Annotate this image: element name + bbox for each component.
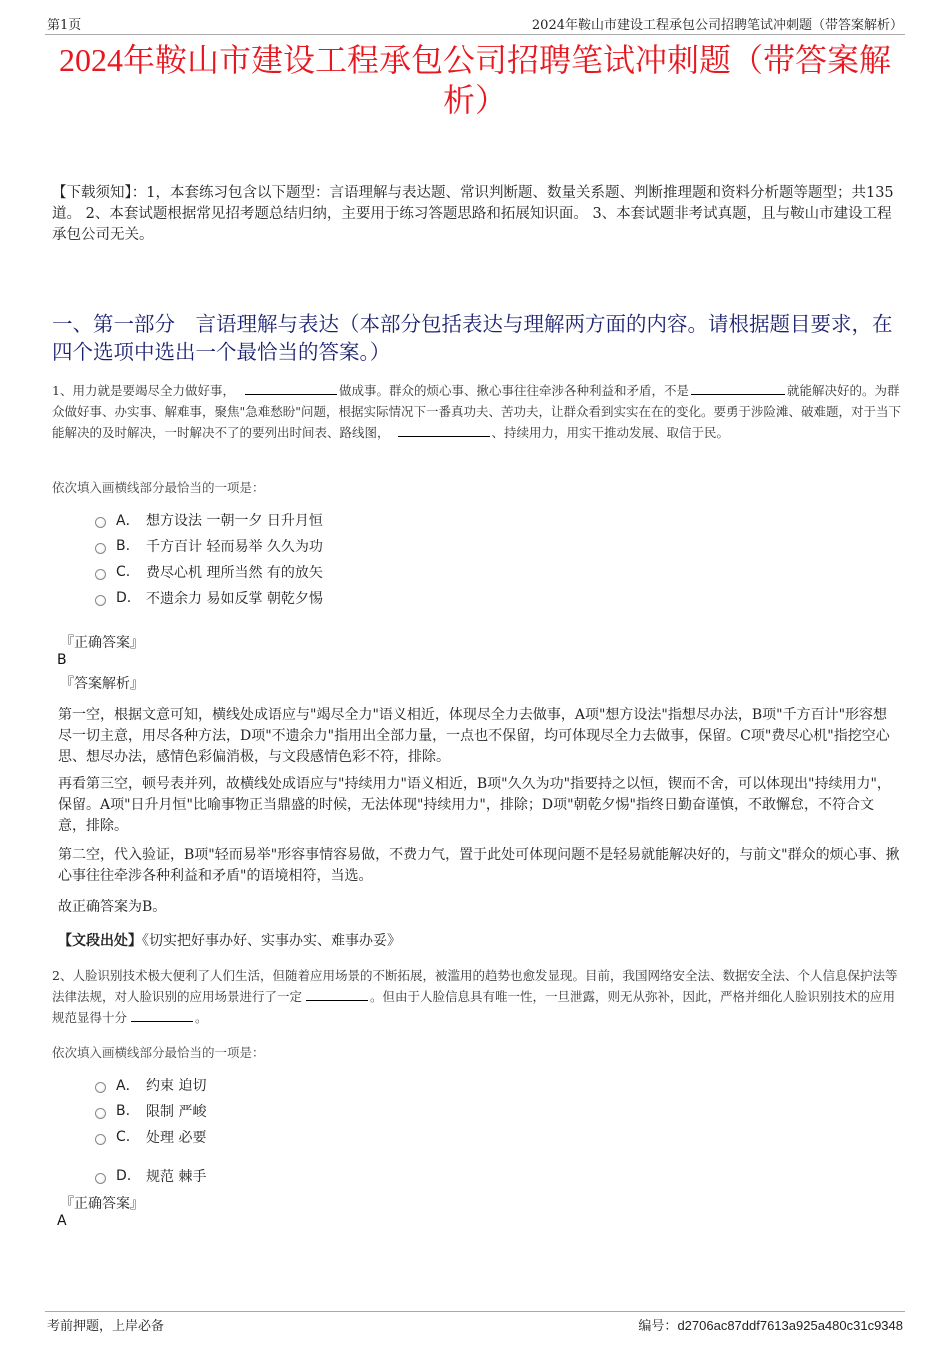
analysis-paragraph-3: 第二空，代入验证，B项"轻而易举"形容事情容易做，不费力气，置于此处可体现问题不是轻易就能解决好的，与前文"群众的烦心事、揪心事往往牵涉各种利益和矛盾"的语境相符，当选。: [58, 847, 900, 884]
radio-button[interactable]: [95, 569, 106, 580]
option-text: 想方设法 一朝一夕 日升月恒: [146, 513, 323, 529]
passage-source-label: 【文段出处】: [58, 933, 142, 949]
option-letter: B.: [116, 538, 131, 554]
analysis-conclusion: 故正确答案为B。: [58, 899, 167, 915]
question-1-text-part: 做成事。群众的烦心事、揪心事往往牵涉各种利益和矛盾，不是: [338, 383, 689, 398]
answer-blank: [131, 1008, 193, 1022]
document-title: [45, 40, 905, 120]
option-text: 不遗余力 易如反掌 朝乾夕惕: [146, 591, 323, 607]
analysis-paragraph-2: 再看第三空，顿号表并列，故横线处成语应与"持续用力"语义相近，B项"久久为功"指要持之以恒，锲而不舍，可以体现出"持续用力"，保留。A项"日升月恒"比喻事物正当鼎盛的时候，无法体现"持续用力"，排除；D项"朝乾夕惕"指终日勤奋谨慎，不敢懈怠，不符合文意，排除。: [58, 776, 891, 834]
option-text: 限制 严峻: [146, 1104, 207, 1120]
question-2-text-part: 。: [195, 1010, 208, 1025]
radio-button[interactable]: [95, 543, 106, 554]
question-2-prompt: 依次填入画横线部分最恰当的一项是：: [52, 1045, 265, 1060]
option-text: 约束 迫切: [146, 1078, 207, 1094]
download-notice: 【下载须知】：1，本套练习包含以下题型：言语理解与表达题、常识判断题、数量关系题、判断推理题和资料分析题等题型；共135道。 2、本套试题根据常见招考题总结归纳，主要用于练习答题思路和拓展知识面。 3、本套试题非考试真题，且与鞍山市建设工程承包公司无关。: [52, 185, 894, 243]
option-letter: C.: [116, 1129, 131, 1145]
document-title-line-1: 2024年鞍山市建设工程承包公司招聘笔试冲刺题（带答案解: [58, 42, 891, 78]
analysis-paragraph-1: 第一空，根据文意可知，横线处成语应与"竭尽全力"语义相近，体现尽全力去做事，A项"想方设法"指想尽办法，B项"千方百计"形容想尽一切主意，用尽各种方法，D项"不遗余力"指用出全部力量，一点也不保留，均可体现尽全力去做事，保留。C项"费尽心机"指挖空心思、想尽办法，感情色彩偏消极，与文段感情色彩不符，排除。: [58, 707, 890, 765]
option-text: 费尽心机 理所当然 有的放矢: [146, 565, 323, 581]
correct-answer-value: B: [57, 652, 67, 668]
question-1-prompt: 依次填入画横线部分最恰当的一项是：: [52, 480, 265, 495]
page-number: 第1页: [47, 18, 82, 33]
header-doc-title: 2024年鞍山市建设工程承包公司招聘笔试冲刺题（带答案解析）: [531, 18, 903, 33]
question-1-text-part: 就能解决好的。为群众做好事、办实事、解难事，聚焦"急难愁盼"问题，根据实际情况下一番真功夫、苦功夫，让群众看到实实在在的变化。要勇于涉险滩、破难题，对于当下能解决的及时解决，一时解决不了的要列出时间表、路线图，: [52, 383, 902, 440]
option-letter: A．: [116, 513, 140, 529]
option-letter: B.: [116, 1103, 131, 1119]
option-text: 千方百计 轻而易举 久久为功: [146, 539, 323, 555]
option-letter: D.: [116, 590, 132, 606]
option-d[interactable]: [95, 588, 323, 608]
radio-button[interactable]: [95, 1082, 106, 1093]
passage-source: [58, 930, 401, 950]
footer-serial: [638, 1315, 903, 1334]
option-letter: D.: [116, 1168, 132, 1184]
question-1-stem: [52, 380, 905, 443]
answer-blank: [398, 423, 490, 437]
correct-answer-value: A: [57, 1213, 67, 1229]
correct-answer-label: 『正确答案』: [60, 635, 144, 651]
option-c[interactable]: [95, 1127, 206, 1147]
radio-button[interactable]: [95, 1173, 106, 1184]
radio-button[interactable]: [95, 1134, 106, 1145]
option-c[interactable]: [95, 562, 323, 582]
correct-answer-label: 『正确答案』: [60, 1196, 144, 1212]
radio-button[interactable]: [95, 1108, 106, 1119]
option-a[interactable]: [95, 510, 323, 530]
serial-number: d2706ac87ddf7613a925a480c31c9348: [677, 1318, 903, 1333]
option-b[interactable]: [95, 1101, 206, 1121]
passage-source-title: 《切实把好事办好、实事办实、难事办妥》: [142, 933, 401, 949]
document-title-line-2: 析）: [442, 82, 507, 118]
option-text: 处理 必要: [146, 1130, 207, 1146]
option-d[interactable]: [95, 1166, 206, 1186]
option-letter: A．: [116, 1078, 140, 1094]
section-heading: 一、第一部分 言语理解与表达（本部分包括表达与理解两方面的内容。请根据题目要求，在四个选项中选出一个最恰当的答案。）: [52, 312, 893, 364]
radio-button[interactable]: [95, 595, 106, 606]
footer-slogan: 考前押题，上岸必备: [47, 1319, 165, 1334]
radio-button[interactable]: [95, 517, 106, 528]
question-1-text-part: 、持续用力，用实干推动发展、取信于民。: [491, 425, 730, 440]
option-a[interactable]: [95, 1075, 206, 1095]
option-letter: C.: [116, 564, 131, 580]
option-b[interactable]: [95, 536, 323, 556]
answer-analysis-label: 『答案解析』: [60, 676, 144, 692]
page-footer: [45, 1311, 905, 1334]
question-2-text-part: 。但由于人脸信息具有唯一性，一旦泄露，则无从弥补，因此，严格并细化人脸识别技术的应用规范显得十分: [52, 989, 896, 1025]
serial-label: 编号：: [638, 1319, 678, 1334]
question-2-text-part: 2、人脸识别技术极大便利了人们生活，但随着应用场景的不断拓展，被滥用的趋势也愈发显现。目前，我国网络安全法、数据安全法、个人信息保护法等法律法规，对人脸识别的应用场景进行了一定: [52, 968, 898, 1004]
page-header: [45, 12, 905, 35]
answer-blank: [245, 381, 337, 395]
answer-blank: [691, 381, 785, 395]
question-1-text-part: 1、用力就是要竭尽全力做好事，: [52, 383, 235, 398]
answer-blank: [306, 987, 368, 1001]
option-text: 规范 棘手: [146, 1169, 207, 1185]
question-2-stem: [52, 965, 905, 1028]
